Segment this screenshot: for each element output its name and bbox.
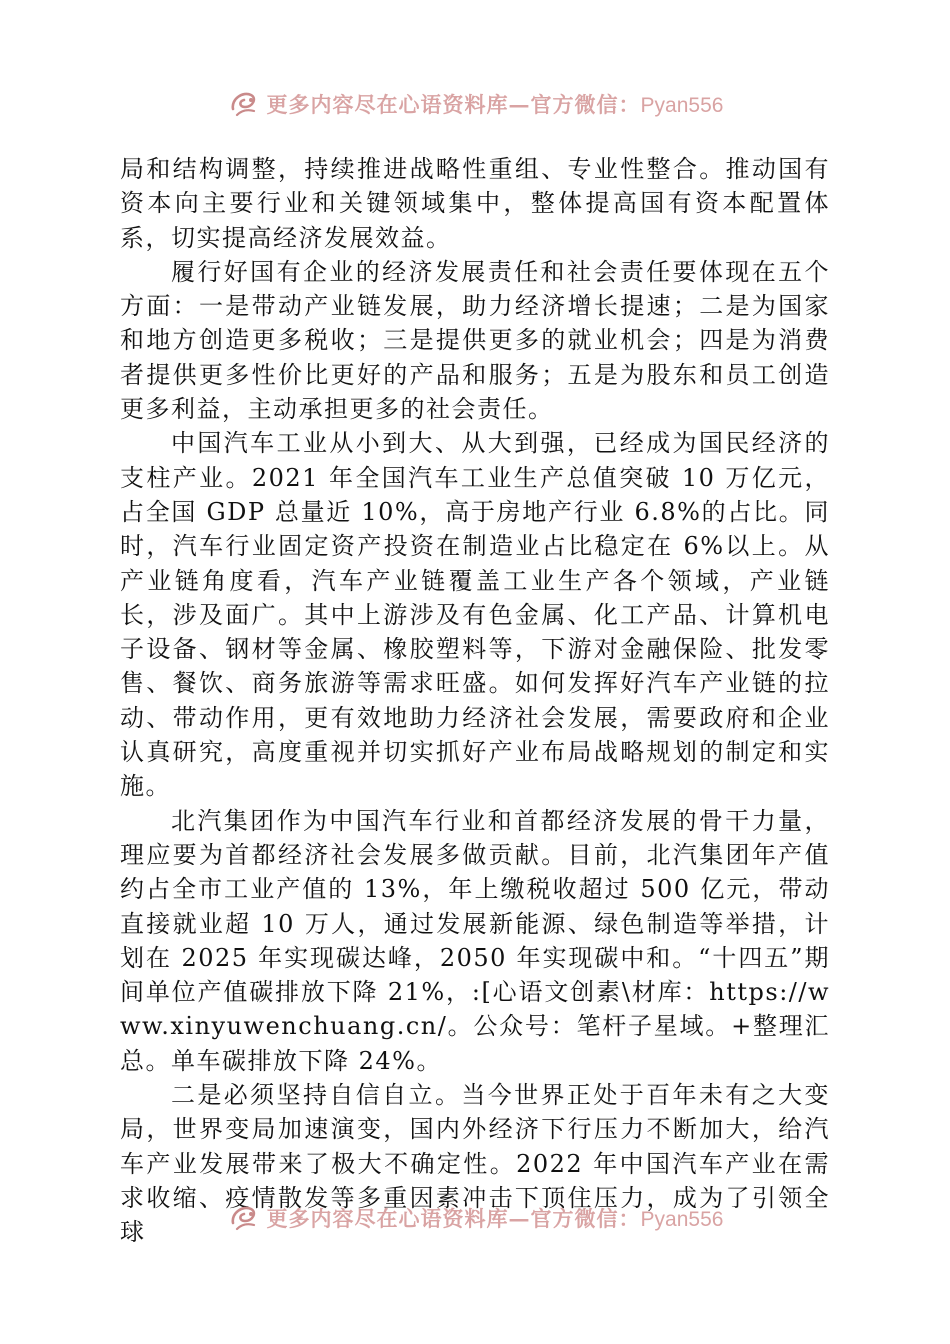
- header-banner-inner: [227, 87, 724, 121]
- header-banner-text: 更多内容尽在心语资料库—官方微信：Pyan556: [266, 92, 724, 117]
- footer-banner-inner: [227, 1202, 724, 1235]
- footer-banner: [0, 1202, 950, 1246]
- header-wechat-id: Pyan556: [640, 94, 724, 117]
- paragraph-1: 局和结构调整，持续推进战略性重组、专业性整合。推动国有资本向主要行业和关键领域集中，整体提高国有资本配置体系，切实提高经济发展效益。: [120, 155, 830, 252]
- document-body: [120, 152, 830, 1250]
- paragraph-3: 中国汽车工业从小到大、从大到强，已经成为国民经济的支柱产业。2021 年全国汽车工业生产总值突破 10 万亿元，占全国 GDP 总量近 10%，高于房地产行业 6.8%的占比。同时，汽车行业固定资产投资在制造业占比稳定在 6%以上。从产业链角度看，汽车产业链覆盖工业生产各个领域，产业链长，涉及面广。其中上游涉及有色金属、化工产品、计算机电子设备、钢材等金属、橡胶塑料等，下游对金融保险、批发零售、餐饮、商务旅游等需求旺盛。如何发挥好汽车产业链的拉动、带动作用，更有效地助力经济社会发展，需要政府和企业认真研究，高度重视并切实抓好产业布局战略规划的制定和实施。: [120, 429, 830, 801]
- paragraph-2: 履行好国有企业的经济发展责任和社会责任要体现在五个方面：一是带动产业链发展，助力经济增长提速；二是为国家和地方创造更多税收；三是提供更多的就业机会；四是为消费者提供更多性价比更好的产品和服务；五是为股东和员工创造更多利益，主动承担更多的社会责任。: [120, 257, 830, 424]
- footer-wechat-id: Pyan556: [640, 1208, 724, 1231]
- paragraph-5: 二是必须坚持自信自立。当今世界正处于百年未有之大变局，世界变局加速演变，国内外经济下行压力不断加大，给汽车产业发展带来了极大不确定性。2022 年中国汽车产业在需求收缩、疫情散发等多重因素冲击下顶住压力，成为了引领全球: [120, 1081, 830, 1247]
- footer-banner-text: 更多内容尽在心语资料库—官方微信：Pyan556: [266, 1206, 724, 1231]
- paragraph-4: 北汽集团作为中国汽车行业和首都经济发展的骨干力量，理应要为首都经济社会发展多做贡献。目前，北汽集团年产值约占全市工业产值的 13%，年上缴税收超过 500 亿元，带动直接就业超 10 万人，通过发展新能源、绿色制造等举措，计划在 2025 年实现碳达峰，2050 年实现碳中和。“十四五”期间单位产值碳排放下降 21%，:[心语文创素\材库：https://www.xinyuwenchuang.cn/。公众号：笔杆子星域。+整理汇总。单车碳排放下降 24%。: [120, 806, 830, 1075]
- cursive-logo-icon: [227, 87, 261, 121]
- header-banner: [0, 84, 950, 124]
- cursive-logo-icon: [227, 1202, 261, 1235]
